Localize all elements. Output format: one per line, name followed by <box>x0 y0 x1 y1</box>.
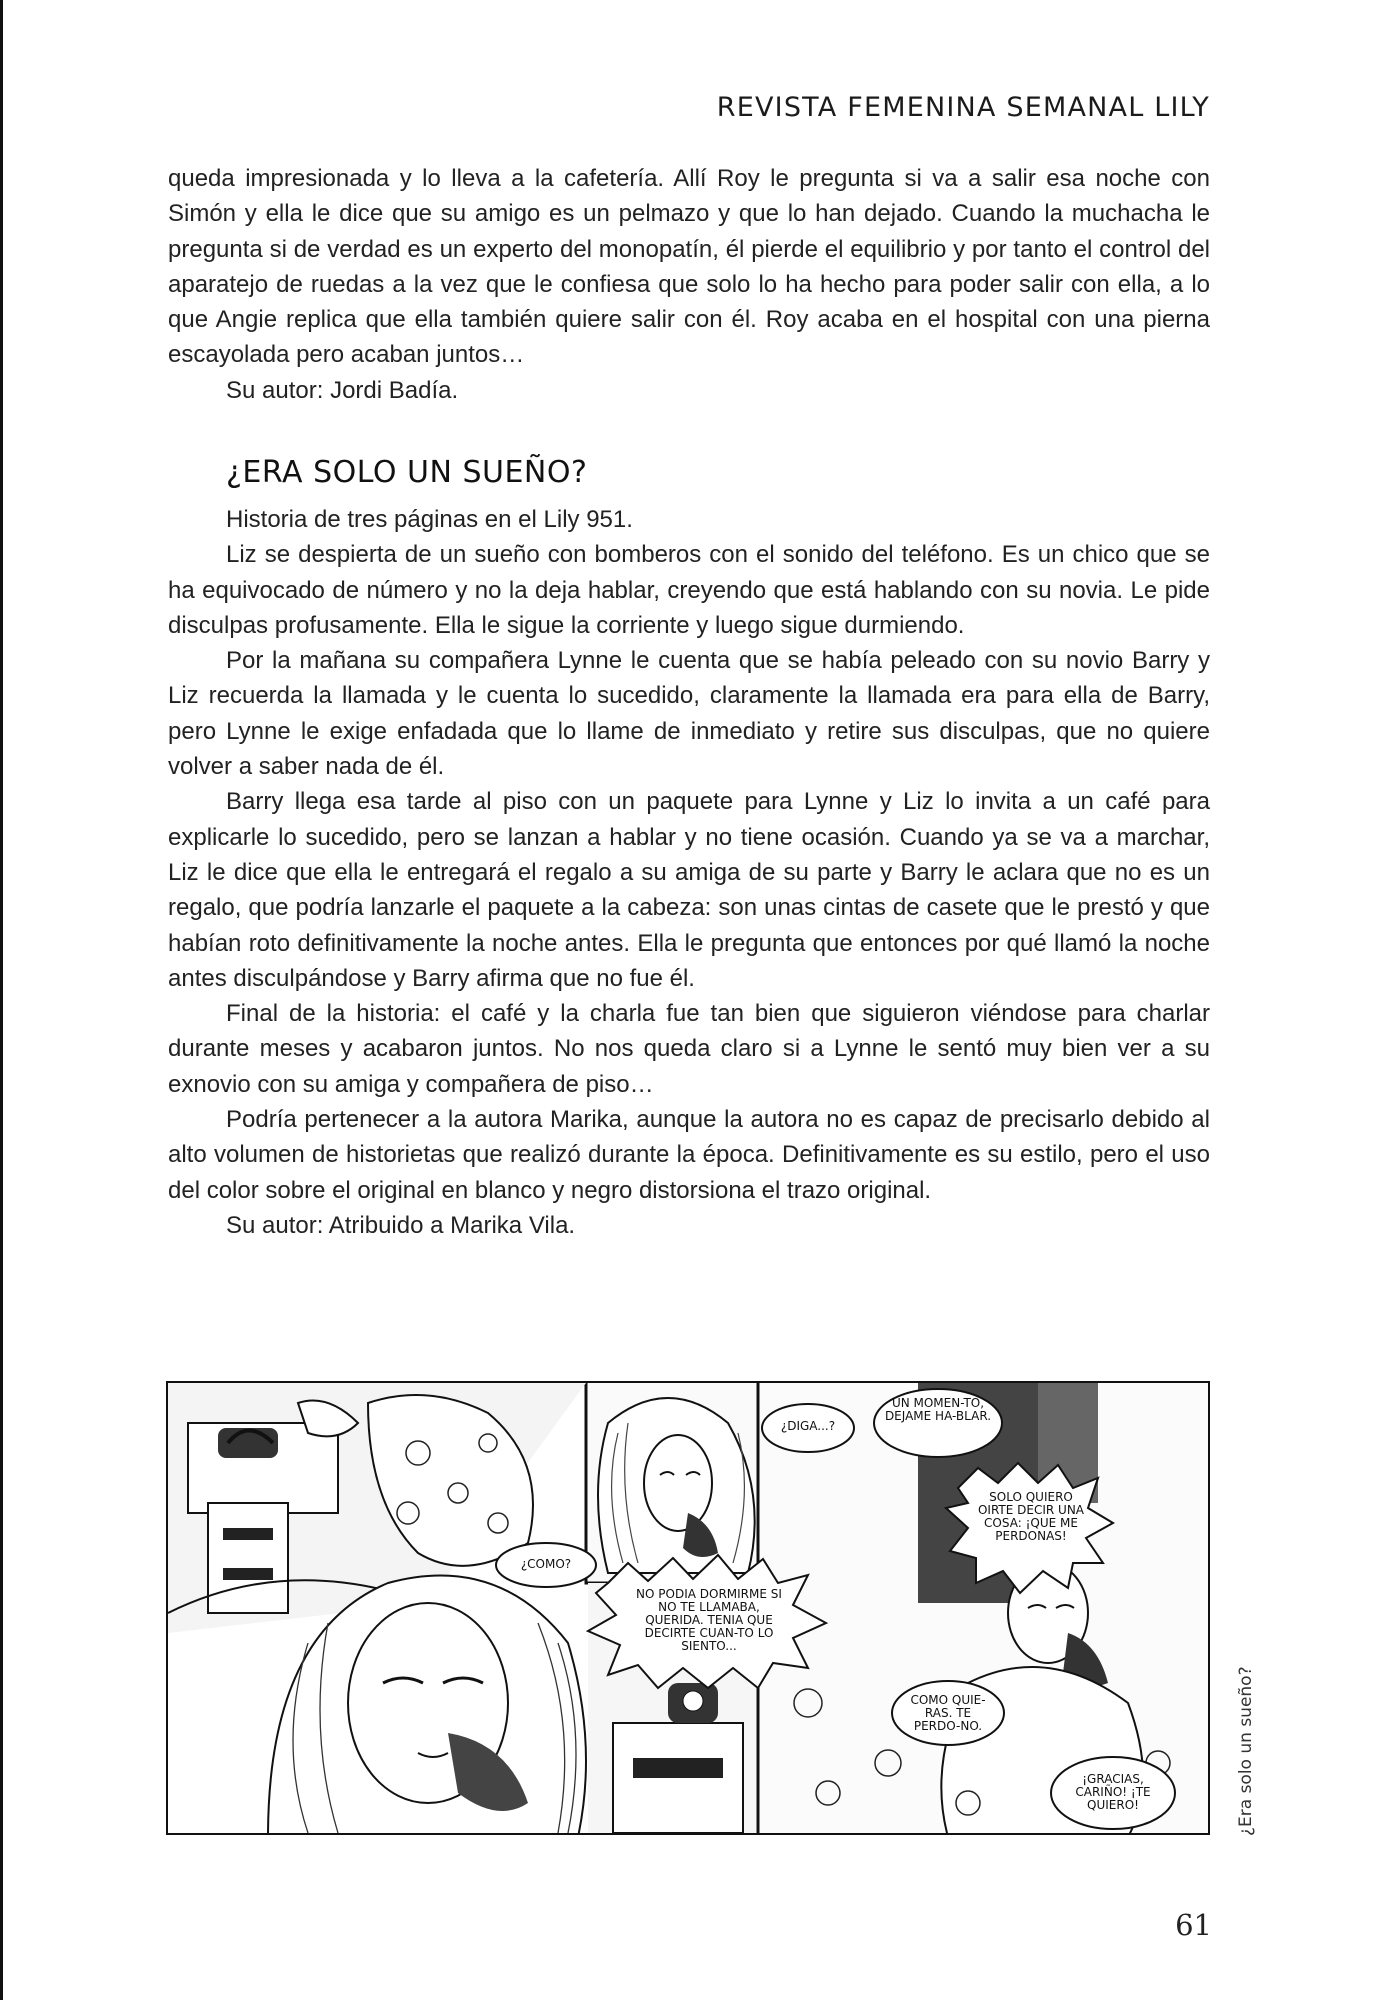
speech-bubble-como: ¿COMO? <box>520 1557 572 1571</box>
page-number: 61 <box>1175 1908 1212 1942</box>
page-edge-line <box>0 0 3 2000</box>
story-paragraph: Podría pertenecer a la autora Marika, aunque la autora no es capaz de precisarlo debido al alto volumen de historietas que realizó durante la época. Definitivamente es su estilo, pero el uso del color sobre el original en blanco y negro distorsiona el trazo original. <box>168 1106 1210 1204</box>
speech-bubble-como-quieras: COMO QUIE-RAS. TE PERDO-NO. <box>910 1693 986 1733</box>
section-heading: ¿ERA SOLO UN SUEÑO? <box>226 455 588 490</box>
story-paragraph: Historia de tres páginas en el Lily 951. <box>226 506 633 533</box>
speech-bubble-un-momento: UN MOMEN-TO, DEJAME HA-BLAR. <box>884 1396 992 1423</box>
speech-bubble-solo-quiero: SOLO QUIERO OIRTE DECIR UNA COSA: ¡QUE ME PERDONAS! <box>977 1490 1085 1543</box>
story-author-line: Su autor: Atribuido a Marika Vila. <box>226 1211 576 1239</box>
story-paragraph: Por la mañana su compañera Lynne le cuenta que se había peleado con su novio Barry y Liz recuerda la llamada y le cuenta lo sucedido, claramente la llamada era para ella de Barry, pero Lynne le exige enfadada que lo llame de inmediato y retire sus disculpas, que no quiere volver a saber nada de él. <box>168 647 1210 781</box>
panel-phone-closeup <box>588 1383 756 1581</box>
intro-text <box>168 161 1210 408</box>
comic-strip-illustration <box>166 1381 1210 1835</box>
speech-bubble-diga: ¿DIGA...? <box>780 1419 836 1433</box>
story-paragraph: Liz se despierta de un sueño con bomberos con el sonido del teléfono. Es un chico que se ha equivocado de número y no la deja hablar, creyendo que está hablando con su novia. Le pide disculpas profusamente. Ella le sigue la corriente y luego sigue durmiendo. <box>168 541 1210 639</box>
speech-bubble-gracias: ¡GRACIAS, CARIÑO! ¡TE QUIERO! <box>1075 1772 1151 1812</box>
story-paragraph: Final de la historia: el café y la charla fue tan bien que siguieron viéndose para charlar durante meses y acabaron juntos. No nos queda claro si a Lynne le sentó muy bien ver a su exnovio con su amiga y compañera de piso… <box>168 1000 1210 1098</box>
speech-bubble-no-podia: NO PODIA DORMIRME SI NO TE LLAMABA, QUERIDA. TENIA QUE DECIRTE CUAN-TO LO SIENTO... <box>636 1587 782 1653</box>
story-text <box>168 502 1210 1243</box>
story-paragraph: Barry llega esa tarde al piso con un paquete para Lynne y Liz lo invita a un café para explicarle lo sucedido, pero se lanzan a hablar y no tiene ocasión. Cuando ya se va a marchar, Liz le dice que ella le entregará el regalo a su amiga de su parte y Barry le aclara que no es un regalo, que podría lanzarle el paquete a la cabeza: son unas cintas de casete que le prestó y que habían roto definitivamente la noche antes. Ella le pregunta que entonces por qué llamó la noche antes disculpándose y Barry afirma que no fue él. <box>168 788 1210 992</box>
running-header: REVISTA FEMENINA SEMANAL LILY <box>716 92 1210 123</box>
side-caption: ¿Era solo un sueño? <box>1236 1666 1256 1836</box>
intro-paragraph: queda impresionada y lo lleva a la cafetería. Allí Roy le pregunta si va a salir esa noche con Simón y ella le dice que su amigo es un pelmazo y que lo han dejado. Cuando la muchacha le pregunta si de verdad es un experto del monopatín, él pierde el equilibrio y por tanto el control del aparatejo de ruedas a la vez que le confiesa que solo lo ha hecho para poder salir con ella, a lo que Angie replica que ella también quiere salir con él. Roy acaba en el hospital con una pierna escayolada pero acaban juntos… <box>168 165 1210 369</box>
intro-author-line: Su autor: Jordi Badía. <box>226 376 459 404</box>
